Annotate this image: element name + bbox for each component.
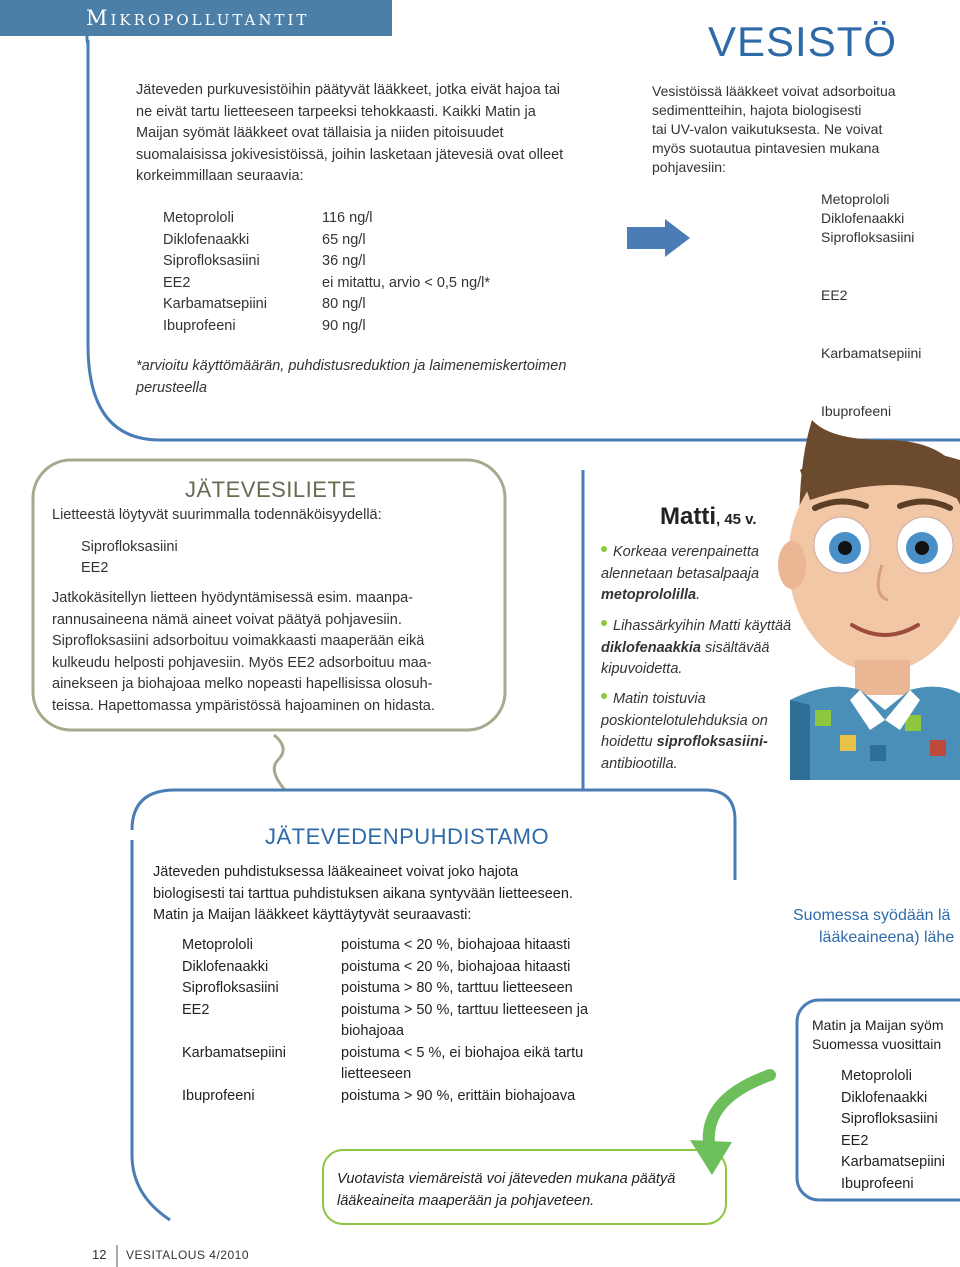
- drug-value: ei mitattu, arvio < 0,5 ng/l*: [322, 274, 491, 291]
- intro-line: Jäteveden purkuvesistöihin päätyvät lääkkeet, jotka eivät hajoa tai: [136, 82, 560, 98]
- drug-name: EE2: [182, 1001, 210, 1018]
- drug-value: biohajoaa: [341, 1023, 404, 1039]
- puhdistamo-line: Jäteveden puhdistuksessa lääkeaineet voivat joko hajota: [153, 864, 519, 880]
- bullet-text: poskiontelotulehduksia on: [601, 712, 768, 729]
- matti-bullet-1: [601, 542, 826, 607]
- matti-name: Matti: [660, 503, 716, 530]
- bullet-text: sisältävää: [700, 639, 770, 656]
- matti-age: , 45 v.: [716, 511, 757, 528]
- intro-drug-names: [163, 208, 267, 337]
- bullet-text: Lihassärkyihin Matti käyttää: [613, 618, 792, 634]
- vesisto-drug: Diklofenaakki: [821, 210, 905, 226]
- right-headline: [793, 905, 954, 949]
- drug-value: 116 ng/l: [322, 210, 373, 226]
- drug-name: Siprofloksasiini: [163, 253, 260, 269]
- vesisto-line: tai UV-valon vaikutuksesta. Ne voivat: [652, 121, 883, 137]
- bullet-bold: siprofloksasiini-: [656, 734, 768, 750]
- bullet-icon: [601, 620, 607, 626]
- drug-name: Diklofenaakki: [163, 231, 250, 248]
- bullet-text: alennetaan betasalpaaja: [601, 565, 760, 582]
- vesisto-drug: EE2: [821, 287, 848, 303]
- bullet-icon: [601, 693, 607, 699]
- intro-drug-values: [322, 208, 490, 337]
- drug-value: poistuma < 5 %, ei biohajoa eikä tartu: [341, 1044, 584, 1061]
- drug-name: Ibuprofeeni: [841, 1175, 914, 1192]
- liete-line: teissa. Hapettomassa ympäristössä hajoaminen on hidasta.: [52, 697, 435, 714]
- drug-name: Ibuprofeeni: [182, 1087, 255, 1104]
- vesisto-line: myös suotautua pintavesien mukana: [652, 140, 880, 156]
- liete-line: Siprofloksasiini adsorboituu voimakkaasti maaperään eikä: [52, 633, 425, 649]
- drug-value: poistuma < 20 %, biohajoaa hitaasti: [341, 937, 571, 953]
- bullet-bold: diklofenaakkia: [601, 639, 701, 656]
- vesisto-line: pohjavesiin:: [652, 159, 726, 175]
- drug-value: 36 ng/l: [322, 253, 366, 269]
- intro-paragraph: [136, 80, 626, 188]
- vesisto-drug: Ibuprofeeni: [821, 403, 892, 419]
- liete-line: Jatkokäsitellyn lietteen hyödyntämisessä esim. maanpa-: [52, 590, 414, 606]
- bullet-text: kipuvoidetta.: [601, 661, 683, 677]
- intro-footnote: [136, 356, 626, 399]
- drug-name: Karbamatsepiini: [841, 1154, 945, 1170]
- note-line: Vuotavista viemäreistä voi jäteveden mukana päätyä: [337, 1171, 676, 1187]
- headline-line: Suomessa syödään lä: [793, 907, 951, 924]
- drug-name: Metoprololi: [163, 210, 234, 226]
- drug-name: EE2: [841, 1132, 869, 1149]
- intro-line: ne eivät tartu lietteeseen tarpeeksi tehokkaasti. Kaikki Matin ja: [136, 103, 536, 120]
- drug-name: EE2: [163, 274, 191, 291]
- puhdistamo-line: Matin ja Maijan lääkkeet käyttäytyvät seuraavasti:: [153, 907, 472, 923]
- drug-value: 90 ng/l: [322, 317, 366, 334]
- drug-name: Siprofloksasiini: [841, 1111, 938, 1127]
- liete-line: kulkeudu helposti pohjavesiin. Myös EE2 adsorboituu maa-: [52, 654, 432, 671]
- box-line: Suomessa vuosittain: [812, 1036, 942, 1052]
- liete-drug: EE2: [81, 560, 109, 576]
- footnote-line: *arvioitu käyttömäärän, puhdistusreduktion ja laimenemiskertoimen: [136, 358, 567, 374]
- drug-name: Metoprololi: [182, 937, 253, 953]
- vesisto-drug: Karbamatsepiini: [821, 345, 922, 361]
- vesisto-paragraph: [652, 82, 952, 177]
- right-arrow-icon: [627, 219, 690, 257]
- puhdistamo-line: biologisesti tai tarttua puhdistuksen aikana syntyvään lietteeseen.: [153, 885, 573, 902]
- intro-line: korkeimmillaan seuraavia:: [136, 168, 304, 184]
- note-text: [337, 1169, 727, 1212]
- intro-line: suomalaisissa jokivesistöissä, joihin lasketaan jätevesiä ovat olleet: [136, 146, 564, 163]
- drug-value: lietteeseen: [341, 1066, 412, 1082]
- box-line: Matin ja Maijan syöm: [812, 1017, 944, 1033]
- vesisto-drug: Siprofloksasiini: [821, 229, 915, 245]
- liete-paragraph: [52, 588, 492, 717]
- bullet-text: antibiootilla.: [601, 755, 678, 772]
- drug-value: 80 ng/l: [322, 296, 366, 312]
- bullet-bold: metoprololilla: [601, 587, 697, 603]
- drug-name: Diklofenaakki: [841, 1089, 928, 1106]
- matti-heading: [660, 503, 757, 531]
- bullet-text: .: [696, 587, 701, 603]
- bullet-icon: [601, 546, 607, 552]
- vesisto-line: Vesistöissä lääkkeet voivat adsorboitua: [652, 83, 896, 99]
- liete-line: ainekseen ja biohajoaa melko nopeasti hapellisissa olosuh-: [52, 676, 433, 692]
- section-header: Mikropollutantit: [0, 0, 392, 36]
- liete-connector: [274, 735, 285, 790]
- curved-arrow-icon: [690, 1075, 770, 1175]
- note-line: lääkeaineita maaperään ja pohjaveteen.: [337, 1192, 595, 1209]
- drug-value: poistuma > 90 %, erittäin biohajoava: [341, 1087, 576, 1104]
- liete-title: JÄTEVESILIETE: [185, 477, 357, 502]
- liete-line: rannusaineena nämä aineet voivat päätyä pohjavesiin.: [52, 611, 402, 628]
- drug-value: poistuma < 20 %, biohajoaa hitaasti: [341, 958, 571, 975]
- bullet-text: hoidettu: [601, 734, 657, 750]
- vesisto-title: VESISTÖ: [708, 18, 898, 65]
- right-box-text: [812, 1016, 944, 1054]
- drug-value: 65 ng/l: [322, 231, 366, 248]
- drug-name: Siprofloksasiini: [182, 980, 279, 996]
- drug-name: Metoprololi: [841, 1068, 912, 1084]
- matti-bullet-2: [601, 616, 826, 681]
- bullet-text: Korkeaa verenpainetta: [613, 544, 759, 560]
- intro-line: Maijan syömät lääkkeet ovat tällaisia ja niiden pitoisuudet: [136, 125, 504, 141]
- matti-bullet-3: [601, 689, 826, 775]
- publication-name: VESITALOUS 4/2010: [126, 1248, 250, 1262]
- right-box-drugs: [841, 1066, 945, 1195]
- puhdistamo-drug-names: [182, 935, 286, 1107]
- vesisto-line: sedimentteihin, hajota biologisesti: [652, 102, 862, 118]
- drug-name: Karbamatsepiini: [182, 1044, 286, 1061]
- drug-name: Diklofenaakki: [182, 958, 269, 975]
- bullet-text: Matin toistuvia: [613, 691, 706, 707]
- liete-drug: Siprofloksasiini: [81, 539, 178, 555]
- puhdistamo-drug-values: [341, 935, 588, 1107]
- headline-line: lääkeaineena) lähe: [819, 929, 955, 946]
- drug-value: poistuma > 50 %, tarttuu lietteeseen ja: [341, 1001, 589, 1018]
- footnote-line: perusteella: [136, 379, 207, 396]
- drug-name: Karbamatsepiini: [163, 296, 267, 312]
- liete-intro: Lietteestä löytyvät suurimmalla todennäköisyydellä:: [52, 507, 382, 523]
- puhdistamo-title: JÄTEVEDENPUHDISTAMO: [265, 824, 550, 849]
- drug-name: Ibuprofeeni: [163, 317, 236, 334]
- puhdistamo-paragraph: [153, 862, 673, 927]
- drug-value: poistuma > 80 %, tarttuu lietteeseen: [341, 980, 573, 996]
- vesisto-drug: Metoprololi: [821, 191, 890, 207]
- page-number: 12: [92, 1247, 107, 1262]
